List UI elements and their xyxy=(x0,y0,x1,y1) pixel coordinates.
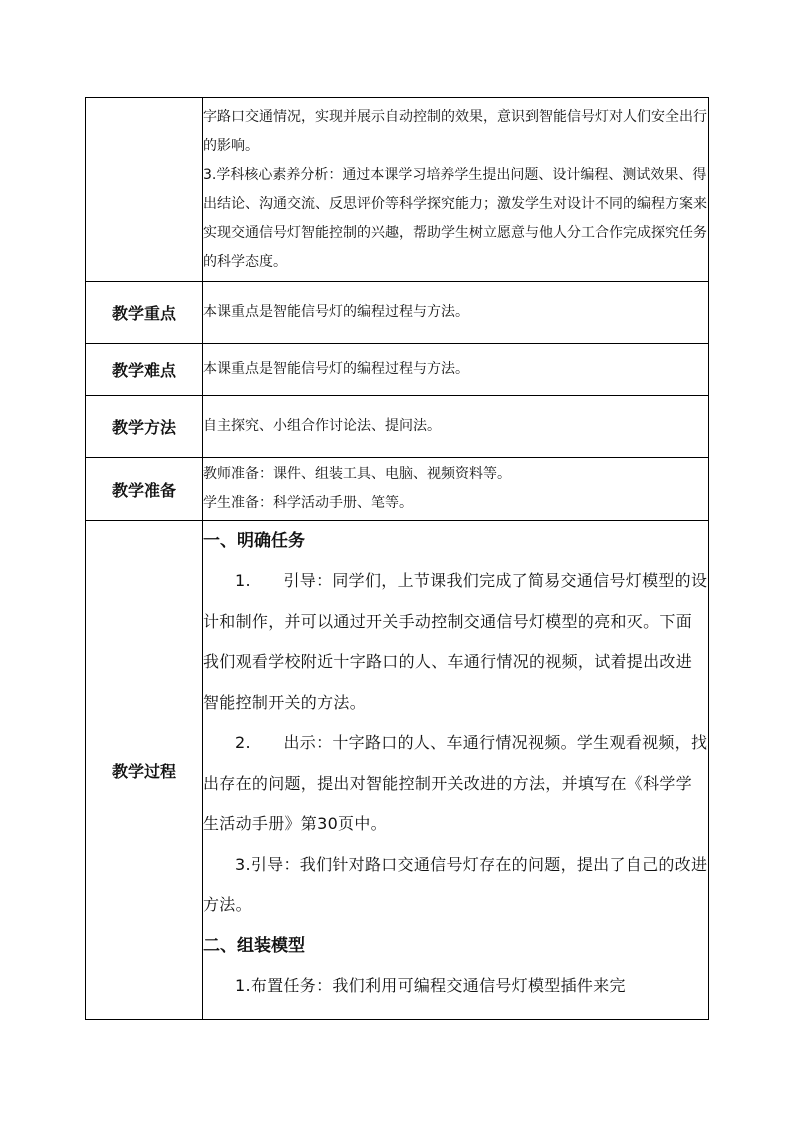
objectives-content-cell xyxy=(203,98,709,282)
difficulty-row xyxy=(86,344,709,396)
lesson-plan-table xyxy=(85,97,709,1020)
process-paragraph-4: 1.布置任务：我们利用可编程交通信号灯模型插件来完 xyxy=(235,975,626,995)
key-point-text: 本课重点是智能信号灯的编程过程与方法。 xyxy=(203,304,469,320)
objectives-row xyxy=(86,98,709,282)
preparation-student-text: 学生准备：科学活动手册、笔等。 xyxy=(203,495,413,511)
process-paragraph-3: 3.引导：我们针对路口交通信号灯存在的问题，提出了自己的改进方法。 xyxy=(203,854,708,914)
preparation-row xyxy=(86,458,709,521)
difficulty-label: 教学难点 xyxy=(86,344,203,396)
difficulty-content-cell xyxy=(203,344,709,396)
objectives-label-cell xyxy=(86,98,203,282)
process-row xyxy=(86,521,709,1020)
section-1-title: 一、明确任务 xyxy=(203,531,305,551)
process-content-cell xyxy=(203,521,709,1020)
process-paragraph-2: 2. 出示：十字路口的人、车通行情况视频。学生观看视频，找出存在的问题，提出对智能控制开关改进的方法，并填写在《科学学生活动手册》第30页中。 xyxy=(203,733,708,833)
objectives-line-1: 字路口交通情况，实现并展示自动控制的效果，意识到智能信号灯对人们安全出行的影响。 xyxy=(203,108,707,154)
method-row xyxy=(86,396,709,458)
section-2-title: 二、组装模型 xyxy=(203,935,305,956)
difficulty-text: 本课重点是智能信号灯的编程过程与方法。 xyxy=(203,361,469,377)
process-paragraph-1: 1. 引导：同学们，上节课我们完成了简易交通信号灯模型的设计和制作，并可以通过开关手动控制交通信号灯模型的亮和灭。下面我们观看学校附近十字路口的人、车通行情况的视频，试着提出改进智能控制开关的方法。 xyxy=(203,571,708,712)
method-label: 教学方法 xyxy=(86,396,203,458)
preparation-label: 教学准备 xyxy=(86,458,203,521)
key-point-content-cell xyxy=(203,282,709,344)
process-label: 教学过程 xyxy=(86,521,203,1020)
key-point-label: 教学重点 xyxy=(86,282,203,344)
method-content-cell xyxy=(203,396,709,458)
method-text: 自主探究、小组合作讨论法、提问法。 xyxy=(203,418,441,434)
preparation-teacher-text: 教师准备：课件、组装工具、电脑、视频资料等。 xyxy=(203,466,511,482)
key-point-row xyxy=(86,282,709,344)
preparation-content-cell xyxy=(203,458,709,521)
objectives-line-2: 3.学科核心素养分析：通过本课学习培养学生提出问题、设计编程、测试效果、得出结论、沟通交流、反思评价等科学探究能力；激发学生对设计不同的编程方案来实现交通信号灯智能控制的兴趣，帮助学生树立愿意与他人分工合作完成探究任务的科学态度。 xyxy=(203,166,707,270)
